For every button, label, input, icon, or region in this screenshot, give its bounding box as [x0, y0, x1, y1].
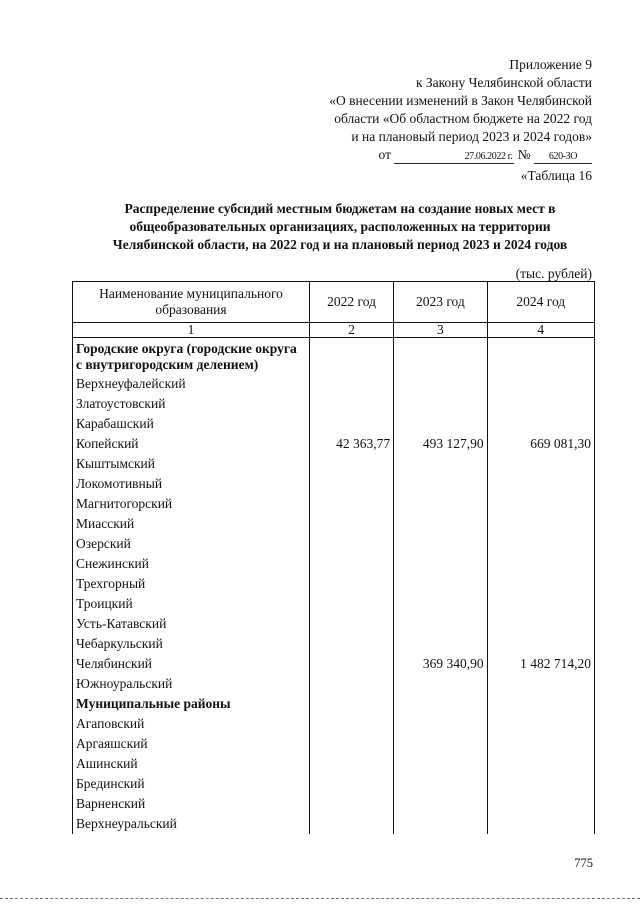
value-2023 — [394, 374, 487, 394]
header-2022: 2022 год — [310, 282, 394, 323]
value-2022 — [310, 414, 394, 434]
page-bottom-rule — [0, 898, 640, 899]
table-row — [73, 394, 595, 414]
municipality-name: Миасский — [73, 514, 310, 534]
value-2024 — [487, 338, 594, 375]
value-2022 — [310, 754, 394, 774]
municipality-name: Озерский — [73, 534, 310, 554]
column-number: 3 — [394, 323, 487, 338]
value-2024 — [487, 494, 594, 514]
column-number: 2 — [310, 323, 394, 338]
value-2022 — [310, 514, 394, 534]
municipality-name: Верхнеуфалейский — [73, 374, 310, 394]
header-line-4: области «Об областном бюджете на 2022 год — [334, 111, 592, 126]
value-2023 — [394, 754, 487, 774]
table-row — [73, 814, 595, 834]
table-row — [73, 594, 595, 614]
municipality-name: Аргаяшский — [73, 734, 310, 754]
table-row — [73, 674, 595, 694]
value-2023 — [394, 674, 487, 694]
value-2023 — [394, 694, 487, 714]
table-row — [73, 634, 595, 654]
number-label: № — [517, 147, 531, 162]
value-2024 — [487, 574, 594, 594]
header-line-2: к Закону Челябинской области — [415, 75, 592, 90]
value-2022 — [310, 534, 394, 554]
municipality-name: Городские округа (городские округа с внутригородским делением) — [73, 338, 310, 375]
column-number: 1 — [73, 323, 310, 338]
value-2024 — [487, 774, 594, 794]
value-2023 — [394, 574, 487, 594]
value-2022 — [310, 338, 394, 375]
value-2022 — [310, 494, 394, 514]
table-group-row — [73, 338, 595, 375]
header-line-5: и на плановый период 2023 и 2024 годов» — [351, 129, 592, 144]
value-2024 — [487, 734, 594, 754]
table-row — [73, 554, 595, 574]
municipality-name: Трехгорный — [73, 574, 310, 594]
document-title — [80, 200, 600, 254]
value-2023 — [394, 514, 487, 534]
value-2023: 369 340,90 — [394, 654, 487, 674]
value-2023 — [394, 814, 487, 834]
table-row — [73, 474, 595, 494]
value-2023 — [394, 454, 487, 474]
value-2024 — [487, 714, 594, 734]
table-row — [73, 654, 595, 674]
value-2023: 493 127,90 — [394, 434, 487, 454]
value-2024 — [487, 694, 594, 714]
value-2024 — [487, 414, 594, 434]
value-2023 — [394, 774, 487, 794]
value-2024 — [487, 514, 594, 534]
municipality-name: Златоустовский — [73, 394, 310, 414]
municipality-name: Локомотивный — [73, 474, 310, 494]
municipality-name: Снежинский — [73, 554, 310, 574]
value-2023 — [394, 614, 487, 634]
value-2022 — [310, 474, 394, 494]
value-2024 — [487, 634, 594, 654]
table-row — [73, 614, 595, 634]
municipality-name: Ашинский — [73, 754, 310, 774]
header-municipality: Наименование муниципального образования — [73, 282, 310, 323]
value-2023 — [394, 534, 487, 554]
value-2022 — [310, 774, 394, 794]
value-2024 — [487, 534, 594, 554]
value-2023 — [394, 394, 487, 414]
value-2022 — [310, 714, 394, 734]
column-number-row — [73, 323, 595, 338]
value-2024: 1 482 714,20 — [487, 654, 594, 674]
value-2023 — [394, 474, 487, 494]
value-2023 — [394, 414, 487, 434]
table-row — [73, 494, 595, 514]
table-group-row — [73, 694, 595, 714]
municipality-name: Чебаркульский — [73, 634, 310, 654]
from-label: от — [378, 147, 391, 162]
page-number: 775 — [574, 856, 593, 870]
value-2023 — [394, 338, 487, 375]
value-2022 — [310, 674, 394, 694]
value-2023 — [394, 794, 487, 814]
value-2022 — [310, 794, 394, 814]
value-2024 — [487, 374, 594, 394]
value-2024 — [487, 474, 594, 494]
value-2024 — [487, 614, 594, 634]
title-line-1: Распределение субсидий местным бюджетам на создание новых мест в — [124, 201, 556, 216]
municipality-name: Копейский — [73, 434, 310, 454]
table-body — [73, 338, 595, 835]
signature-line — [292, 146, 592, 164]
header-line-3: «О внесении изменений в Закон Челябинской — [329, 93, 592, 108]
header-2023: 2023 год — [394, 282, 487, 323]
value-2022 — [310, 694, 394, 714]
municipality-name: Троицкий — [73, 594, 310, 614]
value-2023 — [394, 594, 487, 614]
municipality-name: Челябинский — [73, 654, 310, 674]
table-header-row — [73, 282, 595, 323]
table-row — [73, 754, 595, 774]
table-row — [73, 434, 595, 454]
table-row — [73, 794, 595, 814]
municipality-name: Брединский — [73, 774, 310, 794]
title-line-2: общеобразовательных организациях, расположенных на территории — [129, 219, 551, 234]
value-2022 — [310, 574, 394, 594]
header-line-1: Приложение 9 — [509, 57, 592, 72]
table-row — [73, 534, 595, 554]
value-2024 — [487, 454, 594, 474]
value-2024 — [487, 674, 594, 694]
value-2023 — [394, 734, 487, 754]
municipality-name: Усть-Катавский — [73, 614, 310, 634]
table-row — [73, 774, 595, 794]
value-2023 — [394, 554, 487, 574]
municipality-name: Верхнеуральский — [73, 814, 310, 834]
value-2023 — [394, 634, 487, 654]
value-2024 — [487, 794, 594, 814]
value-2023 — [394, 494, 487, 514]
column-number: 4 — [487, 323, 594, 338]
value-2022 — [310, 394, 394, 414]
table-row — [73, 414, 595, 434]
value-2024 — [487, 754, 594, 774]
table-label: «Таблица 16 — [520, 168, 592, 183]
value-2024 — [487, 394, 594, 414]
value-2022: 42 363,77 — [310, 434, 394, 454]
subsidy-table — [72, 281, 595, 834]
table-row — [73, 454, 595, 474]
municipality-name: Муниципальные районы — [73, 694, 310, 714]
law-date: 27.06.2022 г. — [394, 150, 514, 164]
value-2022 — [310, 654, 394, 674]
title-line-3: Челябинской области, на 2022 год и на плановый период 2023 и 2024 годов — [112, 237, 568, 252]
value-2022 — [310, 594, 394, 614]
units-label: (тыс. рублей) — [515, 266, 592, 281]
value-2024 — [487, 594, 594, 614]
value-2022 — [310, 374, 394, 394]
municipality-name: Южноуральский — [73, 674, 310, 694]
value-2022 — [310, 734, 394, 754]
value-2022 — [310, 634, 394, 654]
table-row — [73, 714, 595, 734]
municipality-name: Карабашский — [73, 414, 310, 434]
value-2022 — [310, 554, 394, 574]
header-2024: 2024 год — [487, 282, 594, 323]
table-row — [73, 574, 595, 594]
table-row — [73, 734, 595, 754]
value-2024 — [487, 554, 594, 574]
municipality-name: Варненский — [73, 794, 310, 814]
law-number: 620-ЗО — [534, 150, 592, 164]
table-row — [73, 374, 595, 394]
table-row — [73, 514, 595, 534]
municipality-name: Магнитогорский — [73, 494, 310, 514]
municipality-name: Агаповский — [73, 714, 310, 734]
value-2023 — [394, 714, 487, 734]
value-2022 — [310, 454, 394, 474]
appendix-header — [292, 56, 592, 164]
value-2024 — [487, 814, 594, 834]
value-2022 — [310, 814, 394, 834]
value-2022 — [310, 614, 394, 634]
municipality-name: Кыштымский — [73, 454, 310, 474]
value-2024: 669 081,30 — [487, 434, 594, 454]
